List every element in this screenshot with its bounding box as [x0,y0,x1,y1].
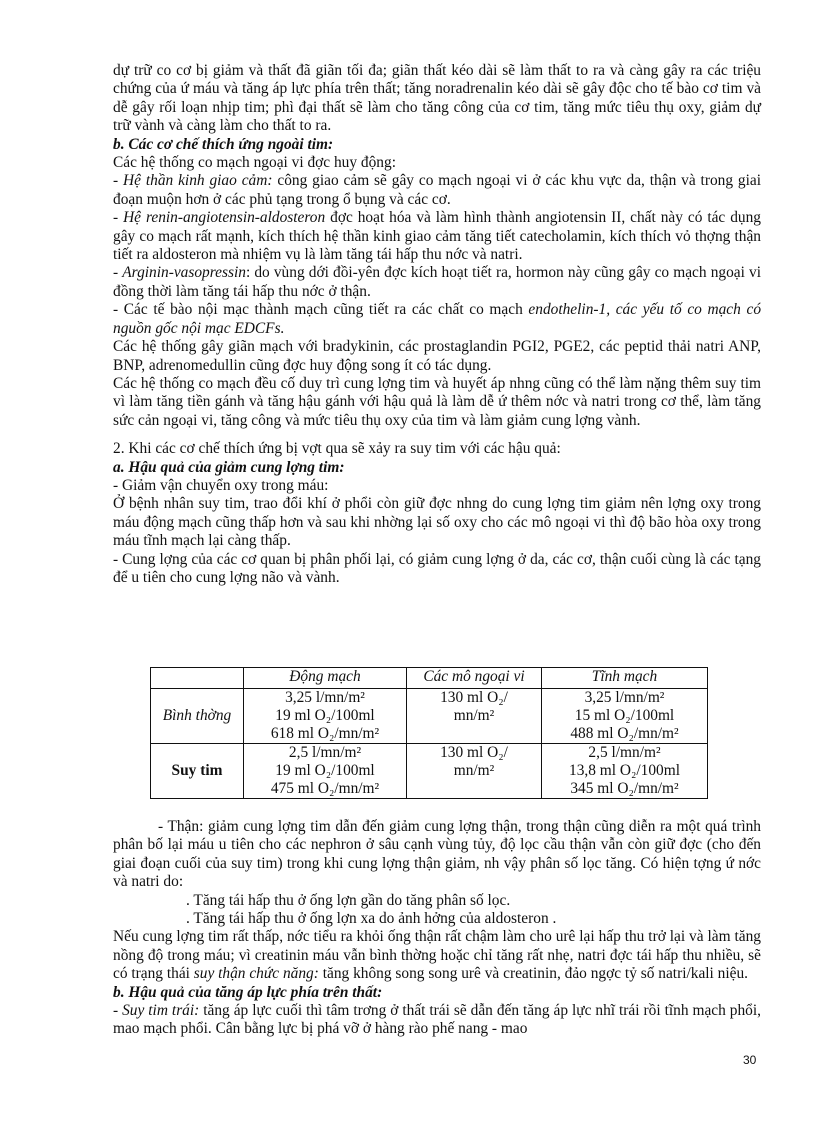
table-header: Động mạch [244,668,407,689]
term: Hệ thần kinh giao cảm: [123,172,273,190]
row-label: Suy tim [151,744,244,799]
list-item: . Tăng tái hấp thu ở ống lợn xa do ảnh hởng của aldosteron . [186,910,557,928]
paragraph: - Hệ thần kinh giao cảm: công giao cảm sẽ gây co mạch ngoại vi ở các khu vực da, thận và trong giai đoạn muộn hơn ở các phủ tạng trong ổ bụng và các cơ. [113,172,762,208]
cell-line: 475 ml O₂/mn/m² [270,780,380,797]
paragraph [113,928,761,983]
cell-line: 3,25 l/mn/m² [285,689,365,706]
cell-line: 15 ml O₂/100ml [574,707,675,724]
document-body-continued [113,818,761,1039]
list-item: . Tăng tái hấp thu ở ống lợn gần do tăng phân số lọc. [186,891,511,909]
cell-line: 19 ml O₂/100ml [275,762,375,779]
term: endothelin-1, các yếu tố co mạch có nguồn gốc nội mạc EDCFs. [113,301,762,337]
paragraph: Các hệ thống gây giãn mạch với bradykinin, các prostaglandin PGI2, PGE2, các peptid thải natri ANP, BNP, adrenomedullin cũng đợc huy động song ít có tác dụng. [113,338,761,374]
cell-line: 345 ml O₂/mn/m² [570,780,679,797]
paragraph-text: - Các tế bào nội mạc thành mạch cũng tiết ra các chất co mạch [113,301,529,319]
table-header-row [151,668,708,689]
table-cell [244,744,407,799]
paragraph [113,301,761,338]
page-number: 30 [743,1053,757,1067]
document-body [113,62,761,587]
paragraph-text: tăng áp lực cuối thì tâm trơng ở thất trái sẽ dẫn đến tăng áp lực nhĩ trái rồi tĩnh mạch phổi, mao mạch phổi. Cân bằng lực bị phá vỡ ở hàng rào phế nang - mao [113,1002,761,1038]
cell-line: 130 ml O₂/ [440,689,508,706]
paragraph: - Suy tim trái: tăng áp lực cuối thì tâm trơng ở thất trái sẽ dẫn đến tăng áp lực nhĩ trái rồi tĩnh mạch phổi, mao mạch phổi. Cân bằng lực bị phá vỡ ở hàng rào phế nang - mao [113,1002,761,1038]
paragraph: 2. Khi các cơ chế thích ứng bị vợt qua sẽ xảy ra suy tim với các hậu quả: [113,440,561,458]
paragraph: Các hệ thống co mạch đều cố duy trì cung lợng tim và huyết áp nhng cũng có thể làm nặng thêm suy tim vì làm tăng tiền gánh và tăng hậu gánh với hậu quả là làm dễ ứ thêm nớc và natri trong cơ thể, làm tăng sức cản ngoại vi, tăng công và mức tiêu thụ oxy của tim và làm giảm cung lợng vành. [113,374,761,429]
table-header: Tĩnh mạch [542,668,708,689]
section-heading: a. Hậu quả của giảm cung lợng tim: [113,458,345,476]
paragraph-text: : do vùng dới đồi-yên đợc kích hoạt tiết ra, hormon này cũng gây co mạch ngoại vi đồng thời làm tăng tái hấp thu nớc ở thận. [113,264,761,300]
section-heading: b. Các cơ chế thích ứng ngoài tim: [113,135,334,153]
paragraph-text: Nếu cung lợng tim rất thấp, nớc tiểu ra khỏi ống thận rất chậm làm cho urê lại hấp thu trở lại và làm tăng nồng độ trong máu; vì creatinin máu vẫn bình thờng hoặc chỉ tăng rất nhẹ, natri đợc tái hấp thu nhiều, sẽ có trạng thái [113,928,761,983]
cell-line: 3,25 l/mn/m² [584,689,665,706]
cell-line: 130 ml O₂/ [440,744,508,761]
cell-line: mn/m² [453,762,495,779]
table-corner [151,668,244,689]
paragraph: - Arginin-vasopressin: do vùng dới đồi-yên đợc kích hoạt tiết ra, hormon này cũng gây co mạch ngoại vi đồng thời làm tăng tái hấp thu nớc ở thận. [113,264,761,300]
paragraph: Các hệ thống co mạch ngoại vi đợc huy động: [113,154,396,172]
paragraph: - Hệ renin-angiotensin-aldosteron đợc hoạt hóa và làm hình thành angiotensin II, chất này có tác dụng gây co mạch rất mạnh, kích thích hệ thần kinh giao cảm tăng tiết catecholamin, kích thích vỏ thợng thận tiết ra aldosteron mà nhiệm vụ là làm tăng tái hấp thu nớc và natri. [113,209,761,264]
cell-line: 618 ml O₂/mn/m² [270,725,380,742]
table-cell [244,689,407,744]
term: Hệ renin-angiotensin-aldosteron [123,209,326,227]
table-cell [542,744,708,799]
cell-line: 2,5 l/mn/m² [288,744,362,761]
table-cell [407,689,542,744]
cell-line: mn/m² [453,707,495,724]
cell-line: 13,8 ml O₂/100ml [569,762,680,779]
table-header: Các mô ngoại vi [407,668,542,689]
table-cell [542,689,708,744]
paragraph: dự trữ co cơ bị giảm và thất đã giãn tối đa; giãn thất kéo dài sẽ làm thất to ra và càng gây ra các triệu chứng của ứ máu và tăng áp lực phía trên thất; tăng noradrenalin kéo dài sẽ gây độc cho tế bào cơ tim và dễ gây rối loạn nhịp tim; phì đại thất sẽ làm cho tăng công của cơ tim, tăng mức tiêu thụ oxy, giảm dự trữ vành và càng làm cho thất to ra. [113,62,761,135]
paragraph: - Giảm vận chuyển oxy trong máu: [113,476,329,494]
table-row [151,744,708,799]
paragraph: - Cung lợng của các cơ quan bị phân phối lại, có giảm cung lợng ở da, các cơ, thận cuối cùng là các tạng để u tiên cho cung lợng não và vành. [113,550,761,586]
term: suy thận chức năng: [193,965,319,983]
paragraph-text: tăng không song song urê và creatinin, đảo ngợc tỷ số natri/kali niệu. [318,965,749,983]
paragraph: Ở bệnh nhân suy tim, trao đổi khí ở phổi còn giữ đợc nhng do cung lợng tim giảm nên lợng oxy trong máu động mạch cũng thấp hơn và sau khi nhờng lại số oxy cho các mô ngoại vi thì độ bão hòa oxy trong máu tĩnh mạch lại càng thấp. [113,495,761,550]
paragraph: - Thận: giảm cung lợng tim dẫn đến giảm cung lợng thận, trong thận cũng diễn ra một quá trình phân bố lại máu u tiên cho các nephron ở sâu cạnh vùng tủy, độ lọc cầu thận vẫn còn giữ đợc (cho đến giai đoạn cuối của suy tim) trong khi cung lợng thận giảm, nh vậy phân số lọc tăng. Có hiện tợng ứ nớc và natri do: [113,818,761,891]
paragraph-text: công giao cảm sẽ gây co mạch ngoại vi ở các khu vực da, thận và trong giai đoạn muộn hơn ở các phủ tạng trong ổ bụng và các cơ. [113,172,762,208]
cell-line: 19 ml O₂/100ml [275,707,375,724]
term: Suy tim trái: [122,1002,200,1020]
row-label: Bình thờng [151,689,244,744]
table-row [151,689,708,744]
term: Arginin-vasopressin [122,264,246,282]
paragraph-text: đợc hoạt hóa và làm hình thành angiotensin II, chất này có tác dụng gây co mạch rất mạnh, kích thích hệ thần kinh giao cảm tăng tiết catecholamin, kích thích vỏ thợng thận tiết ra aldosteron mà nhiệm vụ là làm tăng tái hấp thu nớc và natri. [113,209,761,264]
cell-line: 488 ml O₂/mn/m² [570,725,679,742]
section-heading: b. Hậu quả của tăng áp lực phía trên thất: [113,983,383,1001]
table-cell [407,744,542,799]
oxygen-table [150,667,708,799]
cell-line: 2,5 l/mn/m² [588,744,661,761]
